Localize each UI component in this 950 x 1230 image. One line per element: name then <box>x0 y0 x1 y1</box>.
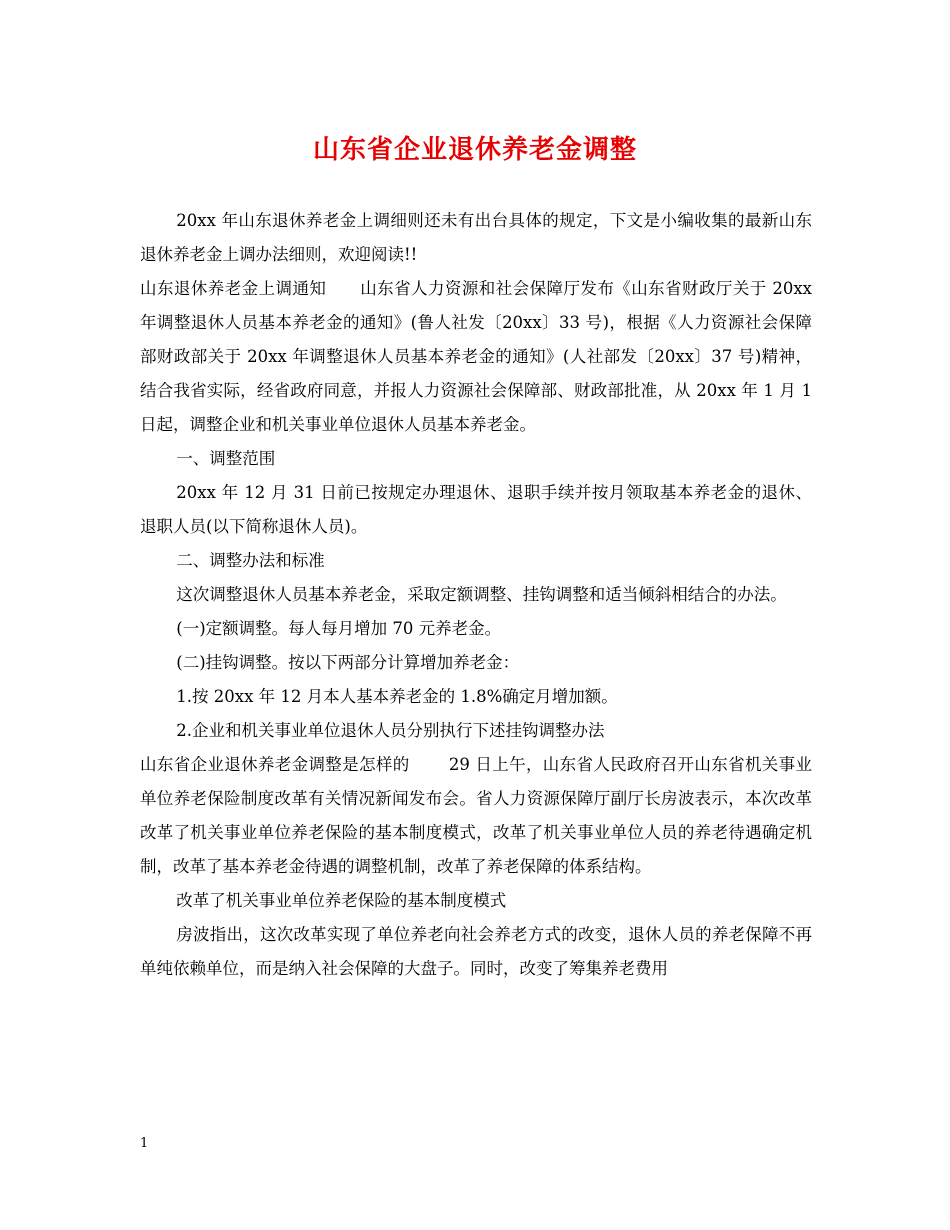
section-heading-scope: 一、调整范围 <box>176 449 276 468</box>
notice-paragraph: 山东退休养老金上调通知 山东省人力资源和社会保障厅发布《山东省财政厅关于 20xx 年调整退休人员基本养老金的通知》(鲁人社发〔20xx〕33 号)，根据《人力资源社会保障部财政部关于 20xx 年调整退休人员基本养老金的通知》(人社部发〔20xx〕37 号)精神，结合我省实际，经省政府同意，并报人力资源社会保障部、财政部批准，从 20xx 年 1 月 1 日起，调整企业和机关事业单位退休人员基本养老金。 <box>140 279 812 434</box>
scope-paragraph: 20xx 年 12 月 31 日前已按规定办理退休、退职手续并按月领取基本养老金的退休、退职人员(以下简称退休人员)。 <box>140 483 812 536</box>
linked-adjustment-item: (二)挂钩调整。按以下两部分计算增加养老金： <box>176 653 520 672</box>
document-title: 山东省企业退休养老金调整 <box>312 135 637 165</box>
reform-paragraph: 房波指出，这次改革实现了单位养老向社会养老方式的改变，退休人员的养老保障不再单纯依赖单位，而是纳入社会保障的大盘子。同时，改变了筹集养老费用 <box>140 925 812 978</box>
intro-paragraph: 20xx 年山东退休养老金上调细则还未有出台具体的规定，下文是小编收集的最新山东退休养老金上调办法细则，欢迎阅读!! <box>140 211 812 264</box>
method-paragraph: 这次调整退休人员基本养老金，采取定额调整、挂钩调整和适当倾斜相结合的办法。 <box>176 585 787 604</box>
fixed-adjustment-item: (一)定额调整。每人每月增加 70 元养老金。 <box>176 619 502 638</box>
page-number: 1 <box>140 1136 149 1151</box>
linked-adjustment-point-2: 2.企业和机关事业单位退休人员分别执行下述挂钩调整办法 <box>176 721 605 740</box>
press-conference-paragraph: 山东省企业退休养老金调整是怎样的 29 日上午，山东省人民政府召开山东省机关事业单位养老保险制度改革有关情况新闻发布会。省人力资源保障厅副厅长房波表示，本次改革改革了机关事业单位养老保险的基本制度模式，改革了机关事业单位人员的养老待遇确定机制，改革了基本养老金待遇的调整机制，改革了养老保障的体系结构。 <box>140 755 812 876</box>
reform-subheading: 改革了机关事业单位养老保险的基本制度模式 <box>176 891 507 910</box>
linked-adjustment-point-1: 1.按 20xx 年 12 月本人基本养老金的 1.8%确定月增加额。 <box>176 687 618 706</box>
document-body <box>140 204 812 986</box>
section-heading-method: 二、调整办法和标准 <box>176 551 325 570</box>
